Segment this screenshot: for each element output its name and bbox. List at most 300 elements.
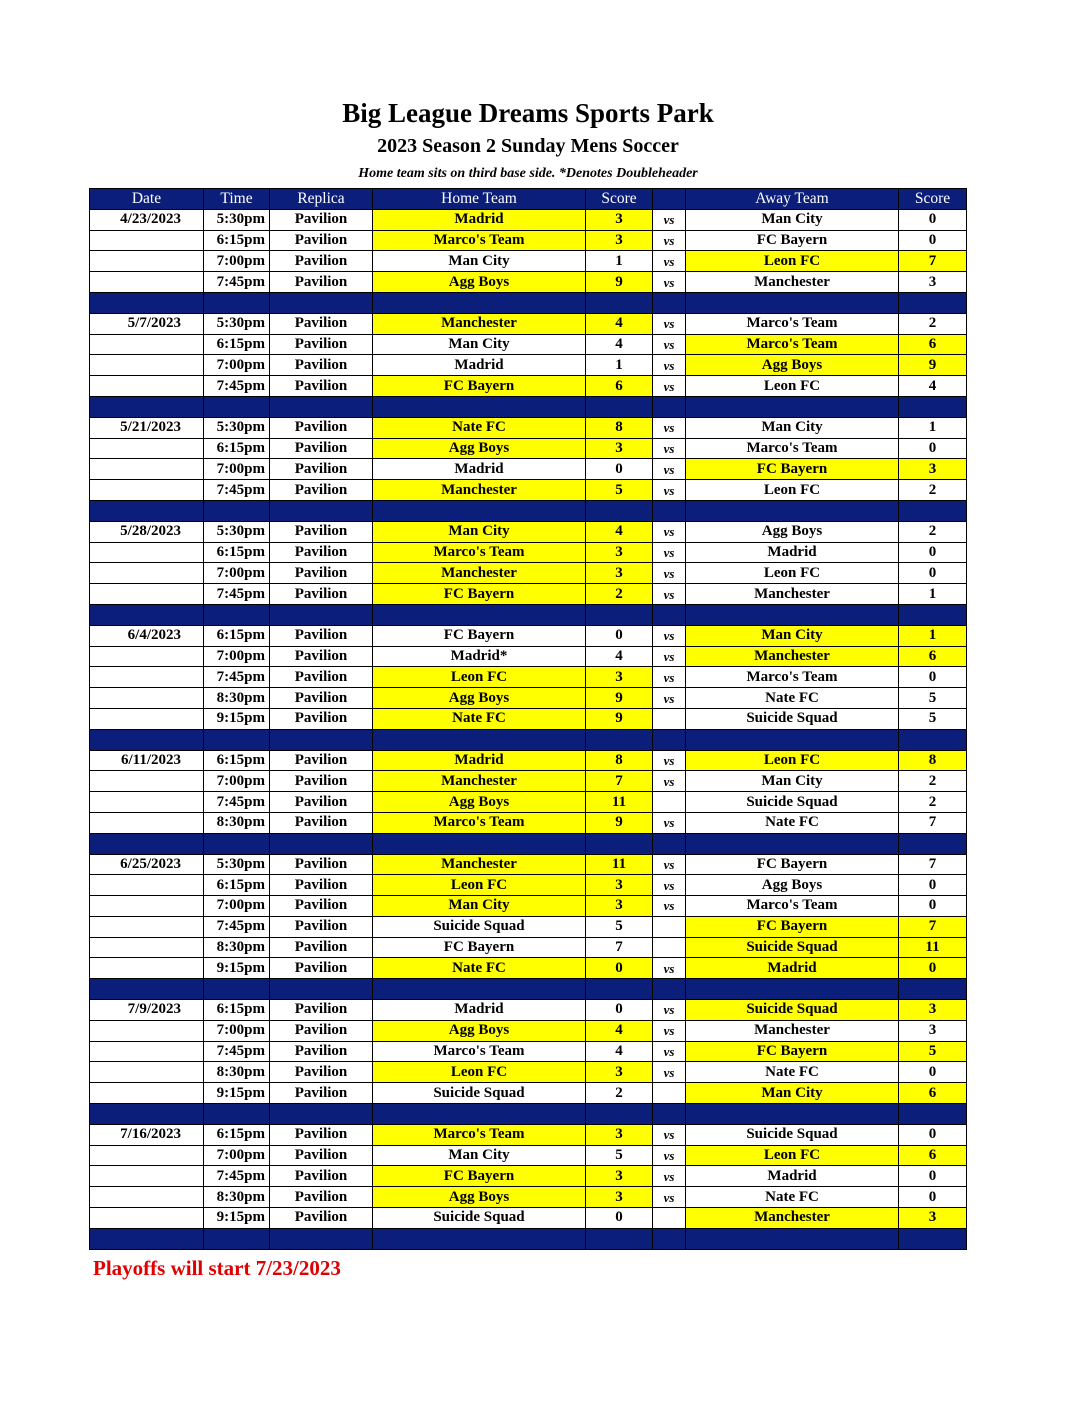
separator-cell	[686, 292, 899, 313]
game-row	[90, 542, 967, 563]
home-score: 3	[586, 667, 653, 688]
game-time: 5:30pm	[204, 854, 270, 875]
game-replica: Pavilion	[270, 209, 373, 230]
game-time: 7:00pm	[204, 771, 270, 792]
home-score: 5	[586, 1145, 653, 1166]
game-replica: Pavilion	[270, 355, 373, 376]
game-replica: Pavilion	[270, 1208, 373, 1229]
away-team: Manchester	[686, 272, 899, 293]
away-score: 5	[899, 1041, 967, 1062]
game-time: 8:30pm	[204, 937, 270, 958]
separator-cell	[204, 292, 270, 313]
vs-label: vs	[653, 376, 686, 397]
away-score: 4	[899, 376, 967, 397]
game-date	[90, 376, 204, 397]
separator-cell	[90, 729, 204, 750]
separator-cell	[204, 833, 270, 854]
away-score: 2	[899, 521, 967, 542]
game-time: 5:30pm	[204, 209, 270, 230]
game-date	[90, 272, 204, 293]
away-score: 3	[899, 272, 967, 293]
away-team: Agg Boys	[686, 521, 899, 542]
game-row	[90, 1020, 967, 1041]
col-date-header: Date	[90, 189, 204, 210]
game-row	[90, 958, 967, 979]
away-team: Leon FC	[686, 563, 899, 584]
game-row	[90, 313, 967, 334]
game-replica: Pavilion	[270, 521, 373, 542]
game-time: 7:45pm	[204, 916, 270, 937]
separator-cell	[373, 1228, 586, 1249]
away-team: Manchester	[686, 1208, 899, 1229]
home-team: Manchester	[373, 771, 586, 792]
home-team: Madrid	[373, 355, 586, 376]
vs-label	[653, 708, 686, 729]
vs-label: vs	[653, 542, 686, 563]
vs-label: vs	[653, 417, 686, 438]
home-team: Manchester	[373, 313, 586, 334]
away-team: Suicide Squad	[686, 1000, 899, 1021]
game-date	[90, 937, 204, 958]
game-time: 7:00pm	[204, 646, 270, 667]
home-score: 8	[586, 417, 653, 438]
vs-label: vs	[653, 230, 686, 251]
home-team: Marco's Team	[373, 1041, 586, 1062]
away-score: 0	[899, 1166, 967, 1187]
home-score: 0	[586, 958, 653, 979]
game-replica: Pavilion	[270, 937, 373, 958]
away-team: Leon FC	[686, 251, 899, 272]
home-score: 3	[586, 542, 653, 563]
home-team: FC Bayern	[373, 584, 586, 605]
home-team: Agg Boys	[373, 792, 586, 813]
game-time: 9:15pm	[204, 958, 270, 979]
separator-cell	[90, 979, 204, 1000]
separator-cell	[270, 1104, 373, 1125]
away-score: 0	[899, 563, 967, 584]
home-team: FC Bayern	[373, 937, 586, 958]
home-team: Nate FC	[373, 417, 586, 438]
game-date	[90, 1083, 204, 1104]
away-team: Manchester	[686, 584, 899, 605]
home-team: Man City	[373, 896, 586, 917]
separator-cell	[653, 292, 686, 313]
game-replica: Pavilion	[270, 667, 373, 688]
game-date	[90, 1145, 204, 1166]
game-replica: Pavilion	[270, 625, 373, 646]
vs-label: vs	[653, 812, 686, 833]
vs-label: vs	[653, 209, 686, 230]
schedule-table	[89, 188, 967, 1250]
separator-row	[90, 729, 967, 750]
away-team: FC Bayern	[686, 1041, 899, 1062]
game-replica: Pavilion	[270, 750, 373, 771]
col-vs-header	[653, 189, 686, 210]
vs-label: vs	[653, 896, 686, 917]
home-score: 11	[586, 854, 653, 875]
vs-label: vs	[653, 1000, 686, 1021]
separator-cell	[373, 1104, 586, 1125]
game-row	[90, 376, 967, 397]
game-replica: Pavilion	[270, 584, 373, 605]
game-date	[90, 251, 204, 272]
game-row	[90, 854, 967, 875]
game-row	[90, 625, 967, 646]
game-time: 5:30pm	[204, 313, 270, 334]
vs-label: vs	[653, 667, 686, 688]
game-date	[90, 438, 204, 459]
col-away-team-header: Away Team	[686, 189, 899, 210]
vs-label: vs	[653, 1062, 686, 1083]
home-team: Madrid	[373, 459, 586, 480]
page-note: Home team sits on third base side. *Denotes Doubleheader	[358, 166, 698, 181]
col-home-team-header: Home Team	[373, 189, 586, 210]
home-score: 4	[586, 1020, 653, 1041]
home-team: Manchester	[373, 480, 586, 501]
game-date	[90, 1020, 204, 1041]
home-team: Madrid*	[373, 646, 586, 667]
game-time: 6:15pm	[204, 438, 270, 459]
separator-cell	[373, 833, 586, 854]
away-score: 5	[899, 708, 967, 729]
separator-row	[90, 500, 967, 521]
game-time: 7:45pm	[204, 667, 270, 688]
game-row	[90, 771, 967, 792]
home-score: 5	[586, 480, 653, 501]
home-score: 0	[586, 1208, 653, 1229]
game-row	[90, 563, 967, 584]
schedule-body	[90, 209, 967, 1249]
game-row	[90, 812, 967, 833]
game-replica: Pavilion	[270, 251, 373, 272]
home-score: 6	[586, 376, 653, 397]
away-team: Nate FC	[686, 812, 899, 833]
vs-label: vs	[653, 1020, 686, 1041]
home-team: FC Bayern	[373, 376, 586, 397]
away-score: 1	[899, 584, 967, 605]
vs-label: vs	[653, 1187, 686, 1208]
separator-cell	[653, 604, 686, 625]
separator-cell	[373, 500, 586, 521]
separator-cell	[90, 500, 204, 521]
away-team: Leon FC	[686, 750, 899, 771]
away-team: Nate FC	[686, 1187, 899, 1208]
game-row	[90, 355, 967, 376]
separator-row	[90, 979, 967, 1000]
game-date	[90, 875, 204, 896]
home-team: Suicide Squad	[373, 916, 586, 937]
home-team: Madrid	[373, 750, 586, 771]
game-time: 7:45pm	[204, 1166, 270, 1187]
separator-row	[90, 833, 967, 854]
home-team: Marco's Team	[373, 812, 586, 833]
game-time: 5:30pm	[204, 521, 270, 542]
separator-cell	[373, 729, 586, 750]
game-time: 7:45pm	[204, 792, 270, 813]
game-replica: Pavilion	[270, 480, 373, 501]
home-team: Marco's Team	[373, 1124, 586, 1145]
separator-cell	[653, 1228, 686, 1249]
away-score: 3	[899, 1020, 967, 1041]
col-away-score-header: Score	[899, 189, 967, 210]
game-replica: Pavilion	[270, 854, 373, 875]
away-team: Manchester	[686, 1020, 899, 1041]
game-date	[90, 1062, 204, 1083]
game-row	[90, 1041, 967, 1062]
away-team: Man City	[686, 209, 899, 230]
separator-cell	[270, 833, 373, 854]
away-team: Man City	[686, 1083, 899, 1104]
game-replica: Pavilion	[270, 916, 373, 937]
col-time-header: Time	[204, 189, 270, 210]
away-score: 2	[899, 792, 967, 813]
separator-cell	[90, 292, 204, 313]
separator-cell	[270, 604, 373, 625]
separator-cell	[270, 500, 373, 521]
game-time: 8:30pm	[204, 812, 270, 833]
separator-row	[90, 1228, 967, 1249]
game-date	[90, 542, 204, 563]
home-score: 0	[586, 625, 653, 646]
away-score: 0	[899, 438, 967, 459]
game-date	[90, 563, 204, 584]
away-score: 7	[899, 854, 967, 875]
game-replica: Pavilion	[270, 1166, 373, 1187]
game-date	[90, 646, 204, 667]
col-replica-header: Replica	[270, 189, 373, 210]
game-date: 5/7/2023	[90, 313, 204, 334]
vs-label: vs	[653, 958, 686, 979]
vs-label: vs	[653, 355, 686, 376]
game-time: 7:45pm	[204, 376, 270, 397]
game-replica: Pavilion	[270, 1187, 373, 1208]
away-score: 6	[899, 334, 967, 355]
home-team: Madrid	[373, 1000, 586, 1021]
game-date: 5/28/2023	[90, 521, 204, 542]
game-row	[90, 334, 967, 355]
game-time: 7:00pm	[204, 1020, 270, 1041]
separator-cell	[686, 1104, 899, 1125]
game-time: 6:15pm	[204, 230, 270, 251]
separator-cell	[586, 1228, 653, 1249]
away-team: Suicide Squad	[686, 792, 899, 813]
game-row	[90, 750, 967, 771]
home-team: Nate FC	[373, 708, 586, 729]
game-date	[90, 771, 204, 792]
vs-label	[653, 1083, 686, 1104]
game-date: 7/16/2023	[90, 1124, 204, 1145]
col-home-score-header: Score	[586, 189, 653, 210]
home-team: Marco's Team	[373, 542, 586, 563]
game-row	[90, 209, 967, 230]
home-score: 3	[586, 1062, 653, 1083]
vs-label: vs	[653, 459, 686, 480]
separator-cell	[204, 604, 270, 625]
game-row	[90, 417, 967, 438]
game-time: 9:15pm	[204, 1083, 270, 1104]
game-row	[90, 688, 967, 709]
away-score: 3	[899, 1000, 967, 1021]
away-score: 7	[899, 251, 967, 272]
home-score: 11	[586, 792, 653, 813]
separator-cell	[686, 979, 899, 1000]
game-time: 6:15pm	[204, 1124, 270, 1145]
game-replica: Pavilion	[270, 1083, 373, 1104]
home-score: 2	[586, 1083, 653, 1104]
game-date	[90, 584, 204, 605]
home-score: 3	[586, 1124, 653, 1145]
game-replica: Pavilion	[270, 1062, 373, 1083]
separator-cell	[586, 729, 653, 750]
separator-cell	[373, 292, 586, 313]
separator-cell	[90, 1228, 204, 1249]
game-replica: Pavilion	[270, 812, 373, 833]
game-time: 7:00pm	[204, 251, 270, 272]
game-date	[90, 812, 204, 833]
home-score: 9	[586, 272, 653, 293]
game-row	[90, 1166, 967, 1187]
game-row	[90, 521, 967, 542]
game-replica: Pavilion	[270, 688, 373, 709]
home-score: 1	[586, 355, 653, 376]
game-date: 6/25/2023	[90, 854, 204, 875]
game-row	[90, 1124, 967, 1145]
away-team: Leon FC	[686, 1145, 899, 1166]
vs-label: vs	[653, 750, 686, 771]
separator-cell	[899, 1104, 967, 1125]
away-team: Manchester	[686, 646, 899, 667]
game-time: 7:45pm	[204, 480, 270, 501]
home-score: 5	[586, 916, 653, 937]
away-score: 8	[899, 750, 967, 771]
home-team: Agg Boys	[373, 272, 586, 293]
separator-cell	[653, 396, 686, 417]
separator-row	[90, 604, 967, 625]
away-team: Madrid	[686, 958, 899, 979]
vs-label: vs	[653, 480, 686, 501]
away-score: 1	[899, 417, 967, 438]
game-date	[90, 334, 204, 355]
separator-cell	[270, 979, 373, 1000]
vs-label: vs	[653, 251, 686, 272]
away-team: FC Bayern	[686, 230, 899, 251]
home-score: 3	[586, 230, 653, 251]
page-subtitle: 2023 Season 2 Sunday Mens Soccer	[377, 135, 679, 157]
home-team: Manchester	[373, 563, 586, 584]
separator-row	[90, 396, 967, 417]
game-row	[90, 792, 967, 813]
home-score: 3	[586, 875, 653, 896]
vs-label: vs	[653, 313, 686, 334]
separator-cell	[270, 396, 373, 417]
home-team: Suicide Squad	[373, 1083, 586, 1104]
vs-label: vs	[653, 438, 686, 459]
separator-cell	[653, 833, 686, 854]
game-replica: Pavilion	[270, 875, 373, 896]
home-score: 8	[586, 750, 653, 771]
separator-cell	[373, 396, 586, 417]
vs-label: vs	[653, 625, 686, 646]
separator-cell	[586, 292, 653, 313]
away-score: 0	[899, 1187, 967, 1208]
vs-label: vs	[653, 1041, 686, 1062]
game-date	[90, 958, 204, 979]
away-score: 1	[899, 625, 967, 646]
home-team: Agg Boys	[373, 1187, 586, 1208]
separator-cell	[270, 1228, 373, 1249]
game-time: 6:15pm	[204, 875, 270, 896]
away-score: 2	[899, 480, 967, 501]
game-time: 6:15pm	[204, 334, 270, 355]
game-replica: Pavilion	[270, 1145, 373, 1166]
home-score: 3	[586, 438, 653, 459]
game-date	[90, 459, 204, 480]
game-replica: Pavilion	[270, 230, 373, 251]
home-score: 7	[586, 937, 653, 958]
game-replica: Pavilion	[270, 417, 373, 438]
game-row	[90, 667, 967, 688]
away-score: 2	[899, 771, 967, 792]
away-score: 0	[899, 209, 967, 230]
home-score: 1	[586, 251, 653, 272]
vs-label: vs	[653, 272, 686, 293]
separator-cell	[586, 500, 653, 521]
game-row	[90, 251, 967, 272]
game-date	[90, 1187, 204, 1208]
game-date	[90, 916, 204, 937]
separator-cell	[686, 729, 899, 750]
vs-label: vs	[653, 1145, 686, 1166]
home-team: Man City	[373, 251, 586, 272]
home-score: 9	[586, 708, 653, 729]
separator-cell	[586, 396, 653, 417]
game-date	[90, 355, 204, 376]
game-row	[90, 230, 967, 251]
game-replica: Pavilion	[270, 459, 373, 480]
separator-cell	[899, 396, 967, 417]
game-date: 7/9/2023	[90, 1000, 204, 1021]
home-team: Manchester	[373, 854, 586, 875]
game-date: 6/11/2023	[90, 750, 204, 771]
game-row	[90, 480, 967, 501]
home-score: 9	[586, 812, 653, 833]
game-time: 8:30pm	[204, 688, 270, 709]
away-team: Marco's Team	[686, 334, 899, 355]
home-team: FC Bayern	[373, 1166, 586, 1187]
away-team: Suicide Squad	[686, 1124, 899, 1145]
separator-cell	[899, 500, 967, 521]
game-date	[90, 1208, 204, 1229]
vs-label: vs	[653, 563, 686, 584]
game-time: 6:15pm	[204, 625, 270, 646]
game-date	[90, 896, 204, 917]
home-score: 4	[586, 646, 653, 667]
game-row	[90, 916, 967, 937]
home-team: Agg Boys	[373, 688, 586, 709]
game-replica: Pavilion	[270, 1000, 373, 1021]
separator-cell	[586, 1104, 653, 1125]
game-date	[90, 480, 204, 501]
vs-label: vs	[653, 584, 686, 605]
game-time: 7:45pm	[204, 272, 270, 293]
vs-label: vs	[653, 1124, 686, 1145]
home-team: Agg Boys	[373, 438, 586, 459]
separator-cell	[373, 604, 586, 625]
vs-label: vs	[653, 646, 686, 667]
home-team: Marco's Team	[373, 230, 586, 251]
home-score: 3	[586, 896, 653, 917]
game-time: 9:15pm	[204, 708, 270, 729]
